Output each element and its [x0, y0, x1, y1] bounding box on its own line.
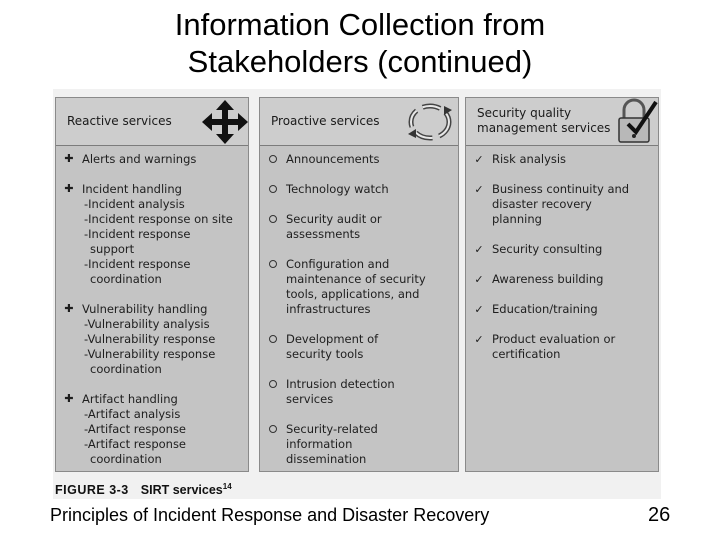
proactive-services-column [259, 97, 459, 472]
item-label: Artifact handling [82, 392, 178, 406]
sub-item: -Incident response [84, 227, 191, 241]
circle-bullet-icon [269, 335, 277, 343]
item-label: Development of [286, 332, 379, 346]
sub-item: -Vulnerability response [84, 332, 216, 346]
item-label: Risk analysis [492, 152, 567, 166]
sub-item: -Vulnerability analysis [84, 317, 210, 331]
item-label: tools, applications, and [286, 287, 420, 301]
check-icon: ✓ [474, 273, 484, 286]
reactive-services-column [55, 97, 249, 472]
circle-bullet-icon [269, 380, 277, 388]
sub-item: -Incident response on site [84, 212, 233, 226]
slide-title-line-1: Information Collection from [174, 7, 546, 42]
figure-number: FIGURE 3-3 [55, 483, 129, 498]
check-icon: ✓ [474, 243, 484, 256]
sub-item: -Incident analysis [84, 197, 185, 211]
check-icon: ✓ [474, 333, 484, 346]
reactive-services-header [56, 98, 248, 146]
item-label: Incident handling [82, 182, 182, 196]
circle-bullet-icon [269, 185, 277, 193]
sub-item: -Vulnerability response [84, 347, 216, 361]
proactive-services-header [260, 98, 458, 146]
proactive-services-heading: Proactive services [271, 114, 380, 128]
sub-item: support [90, 242, 135, 256]
item-label: Security audit or [286, 212, 382, 226]
item-label: security tools [286, 347, 364, 361]
item-label: disaster recovery [492, 197, 592, 211]
sub-item: -Artifact response [84, 422, 187, 436]
security-quality-heading [477, 106, 610, 136]
page-number: 26 [648, 504, 671, 526]
item-label: maintenance of security [286, 272, 426, 286]
item-label: Intrusion detection [286, 377, 395, 391]
security-quality-column [465, 97, 659, 472]
sub-item: coordination [90, 362, 162, 376]
plus-icon: ✚ [64, 182, 74, 195]
security-quality-heading-line-1: Security quality [477, 106, 572, 120]
item-label: Business continuity and [492, 182, 630, 196]
slide-title [60, 6, 660, 80]
plus-icon: ✚ [64, 152, 74, 165]
cycle-arrows-icon [406, 101, 454, 143]
item-label: Technology watch [286, 182, 389, 196]
circle-bullet-icon [269, 215, 277, 223]
reactive-services-heading: Reactive services [67, 114, 172, 128]
item-label: infrastructures [286, 302, 371, 316]
security-quality-header [466, 98, 658, 146]
check-icon: ✓ [474, 153, 484, 166]
item-label: Announcements [286, 152, 380, 166]
item-label: services [286, 392, 334, 406]
figure-footnote-ref: 14 [222, 482, 232, 491]
circle-bullet-icon [269, 260, 277, 268]
item-label: Awareness building [492, 272, 604, 286]
sirt-services-figure [53, 89, 661, 499]
check-icon: ✓ [474, 183, 484, 196]
figure-caption [55, 482, 232, 497]
item-label: Alerts and warnings [82, 152, 197, 166]
item-label: information [286, 437, 353, 451]
sub-item: coordination [90, 272, 162, 286]
item-label: Security-related [286, 422, 378, 436]
item-label: Vulnerability handling [82, 302, 208, 316]
check-icon: ✓ [474, 303, 484, 316]
figure-title: SIRT services [140, 483, 223, 498]
padlock-check-icon [614, 98, 658, 144]
four-arrows-icon [202, 100, 248, 144]
sub-item: coordination [90, 452, 162, 466]
sub-item: -Incident response [84, 257, 191, 271]
item-label: Product evaluation or [492, 332, 616, 346]
circle-bullet-icon [269, 425, 277, 433]
slide-footer: Principles of Incident Response and Disaster Recovery [50, 505, 490, 525]
plus-icon: ✚ [64, 392, 74, 405]
item-label: planning [492, 212, 542, 226]
slide-title-line-2: Stakeholders (continued) [187, 44, 533, 79]
item-label: Security consulting [492, 242, 603, 256]
item-label: dissemination [286, 452, 367, 466]
circle-bullet-icon [269, 155, 277, 163]
item-label: Configuration and [286, 257, 390, 271]
item-label: certification [492, 347, 561, 361]
security-quality-heading-line-2: management services [477, 121, 611, 135]
plus-icon: ✚ [64, 302, 74, 315]
sub-item: -Artifact response [84, 437, 187, 451]
item-label: Education/training [492, 302, 598, 316]
item-label: assessments [286, 227, 361, 241]
sub-item: -Artifact analysis [84, 407, 181, 421]
